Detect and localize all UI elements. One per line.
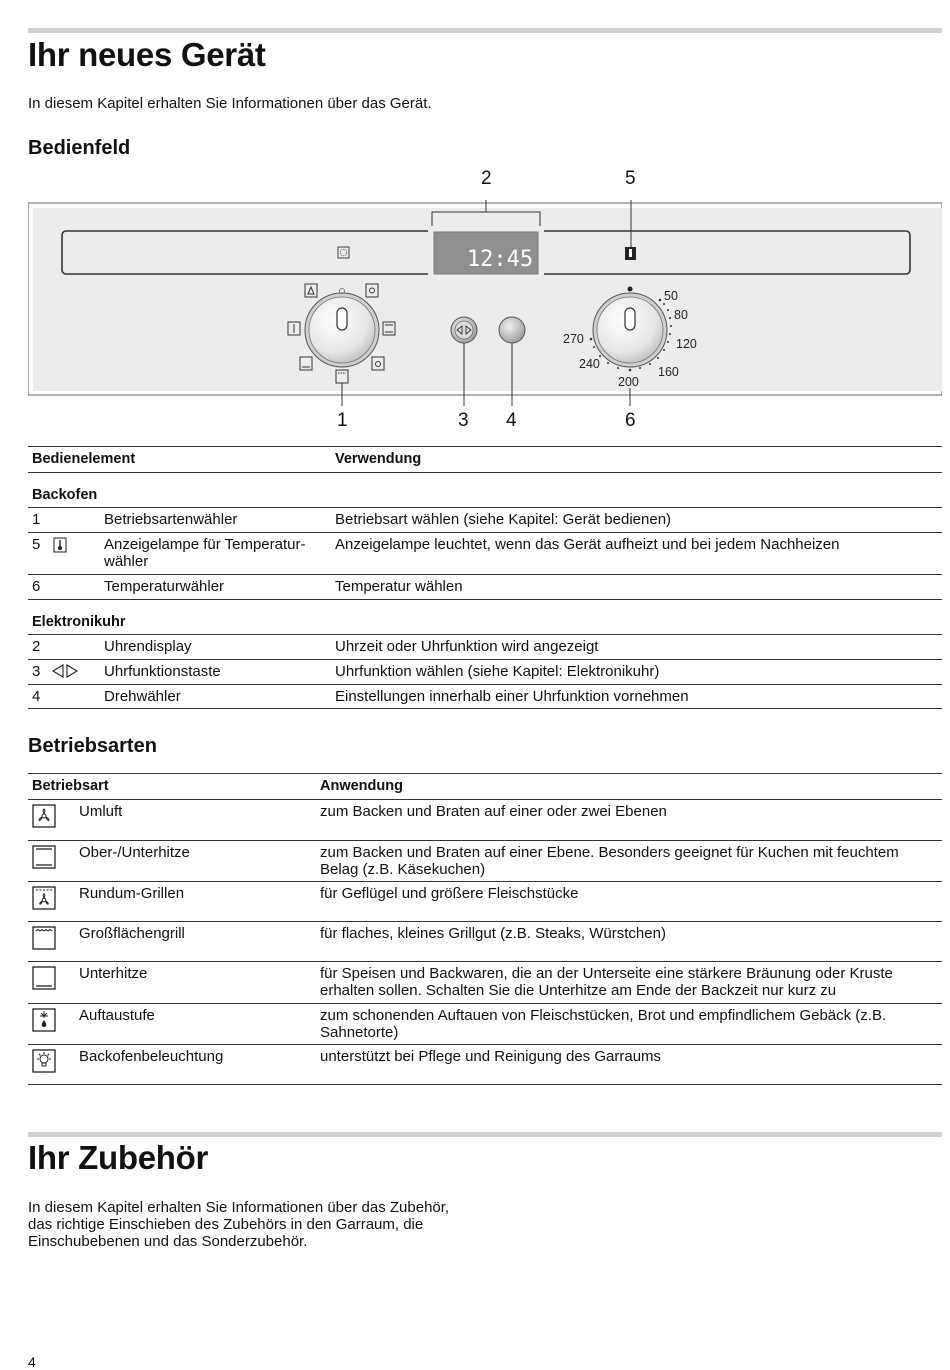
- row-number: 2: [32, 638, 41, 655]
- table-row: [28, 575, 942, 600]
- table-row: [28, 800, 942, 841]
- grill-fan-icon: [32, 886, 56, 910]
- callout-5: 5: [625, 168, 636, 189]
- row-number: 5: [32, 536, 41, 553]
- mode-name: Unterhitze: [79, 965, 148, 982]
- temp-mark-200: 200: [618, 375, 639, 389]
- row-name: Anzeigelampe für Temperatur- wähler: [104, 536, 306, 570]
- oven-light-icon: [32, 1049, 56, 1073]
- callout-6: 6: [625, 410, 636, 431]
- mode-use: zum Backen und Braten auf einer Ebene. Besonders geeignet für Kuchen mit feuchtem Belag (z.B. Käsekuchen): [320, 844, 899, 878]
- section-intro: In diesem Kapitel erhalten Sie Informationen über das Gerät.: [28, 95, 432, 112]
- temp-mark-240: 240: [579, 357, 600, 371]
- section-title: Ihr Zubehör: [28, 1139, 209, 1176]
- bottom-heat-icon: [32, 966, 56, 990]
- table-row: [28, 962, 942, 1004]
- row-number: 3: [32, 663, 41, 680]
- row-number: 6: [32, 578, 41, 595]
- full-grill-icon: [32, 926, 56, 950]
- mode-name: Umluft: [79, 803, 123, 820]
- mode-name: Backofenbeleuchtung: [79, 1048, 224, 1065]
- table-row: [28, 1004, 942, 1045]
- top-bottom-heat-icon: [32, 845, 56, 869]
- clock-function-arrows-icon: [51, 664, 79, 678]
- fan-icon: [32, 804, 56, 828]
- mode-use: für Speisen und Backwaren, die an der Unterseite eine stärkere Bräunung oder Kruste erhalten sollen. Schalten Sie die Unterhitze am Ende der Backzeit nur kurz zu: [320, 965, 893, 999]
- row-use: Einstellungen innerhalb einer Uhrfunktion vornehmen: [335, 688, 689, 705]
- row-name: Drehwähler: [104, 688, 181, 705]
- intro-line: das richtige Einschieben des Zubehörs in den Garraum, die: [28, 1216, 424, 1233]
- mode-name: Großflächengrill: [79, 925, 185, 942]
- row-use: Temperatur wählen: [335, 578, 463, 595]
- table-row: [28, 1045, 942, 1085]
- table-row: [28, 841, 942, 882]
- defrost-icon: [32, 1008, 56, 1032]
- table-row: [28, 660, 942, 685]
- callout-1: 1: [337, 410, 348, 431]
- temp-mark-50: 50: [664, 289, 678, 303]
- row-name: Betriebsartenwähler: [104, 511, 238, 528]
- temp-mark-80: 80: [674, 308, 688, 322]
- section-rule: [28, 1132, 942, 1137]
- table-header: Anwendung: [320, 778, 403, 794]
- table-header-row: [28, 447, 942, 473]
- mode-use: für flaches, kleines Grillgut (z.B. Steaks, Würstchen): [320, 925, 666, 942]
- mode-name: Auftaustufe: [79, 1007, 155, 1024]
- table-header: Betriebsart: [32, 778, 109, 794]
- row-use: Uhrfunktion wählen (siehe Kapitel: Elektronikuhr): [335, 663, 660, 680]
- section-title: Ihr neues Gerät: [28, 36, 266, 73]
- table-row: [28, 533, 942, 575]
- temp-mark-160: 160: [658, 365, 679, 379]
- table-row: [28, 882, 942, 922]
- thermometer-lamp-icon: [53, 537, 67, 553]
- mode-name: Ober-/Unterhitze: [79, 844, 190, 861]
- row-name: Uhrfunktionstaste: [104, 663, 221, 680]
- callout-3: 3: [458, 410, 469, 431]
- mode-use: für Geflügel und größere Fleischstücke: [320, 885, 579, 902]
- table-row: [28, 685, 942, 709]
- table-header: Bedienelement: [32, 451, 136, 467]
- section-rule: [28, 28, 942, 33]
- row-use: Uhrzeit oder Uhrfunktion wird angezeigt: [335, 638, 599, 655]
- intro-line: Einschubebenen und das Sonderzubehör.: [28, 1233, 308, 1250]
- temp-mark-120: 120: [676, 337, 697, 351]
- table-header-row: [28, 774, 942, 800]
- table-header: Verwendung: [335, 451, 422, 467]
- table-row: [28, 508, 942, 533]
- mode-use: zum schonenden Auftauen von Fleischstücken, Brot und empfindlichem Gebäck (z.B. Sahnetorte): [320, 1007, 887, 1041]
- bedienfeld-heading: Bedienfeld: [28, 137, 131, 159]
- mode-use: unterstützt bei Pflege und Reinigung des Garraums: [320, 1048, 662, 1065]
- row-number: 4: [32, 688, 41, 705]
- temp-mark-270: 270: [563, 332, 584, 346]
- mode-use: zum Backen und Braten auf einer oder zwei Ebenen: [320, 803, 667, 820]
- page-number: 4: [28, 1354, 36, 1370]
- control-panel-diagram: [28, 200, 942, 430]
- operating-modes-table: [28, 773, 942, 1085]
- intro-line: In diesem Kapitel erhalten Sie Informationen über das Zubehör,: [28, 1199, 450, 1216]
- callout-2: 2: [481, 168, 492, 189]
- group-title: Elektronikuhr: [32, 614, 126, 630]
- table-row: [28, 922, 942, 962]
- row-name: Uhrendisplay: [104, 638, 192, 655]
- table-row: [28, 635, 942, 660]
- row-name: Temperaturwähler: [104, 578, 225, 595]
- control-panel-illustration: [28, 200, 942, 430]
- mode-name: Rundum-Grillen: [79, 885, 185, 902]
- control-elements-table: [28, 446, 942, 709]
- callout-4: 4: [506, 410, 517, 431]
- group-title: Backofen: [32, 487, 98, 503]
- betriebsarten-heading: Betriebsarten: [28, 735, 157, 757]
- row-number: 1: [32, 511, 41, 528]
- row-use: Betriebsart wählen (siehe Kapitel: Gerät bedienen): [335, 511, 672, 528]
- row-use: Anzeigelampe leuchtet, wenn das Gerät aufheizt und bei jedem Nachheizen: [335, 536, 840, 553]
- section-intro: [28, 1199, 449, 1250]
- clock-display-time: 12:45: [466, 247, 534, 272]
